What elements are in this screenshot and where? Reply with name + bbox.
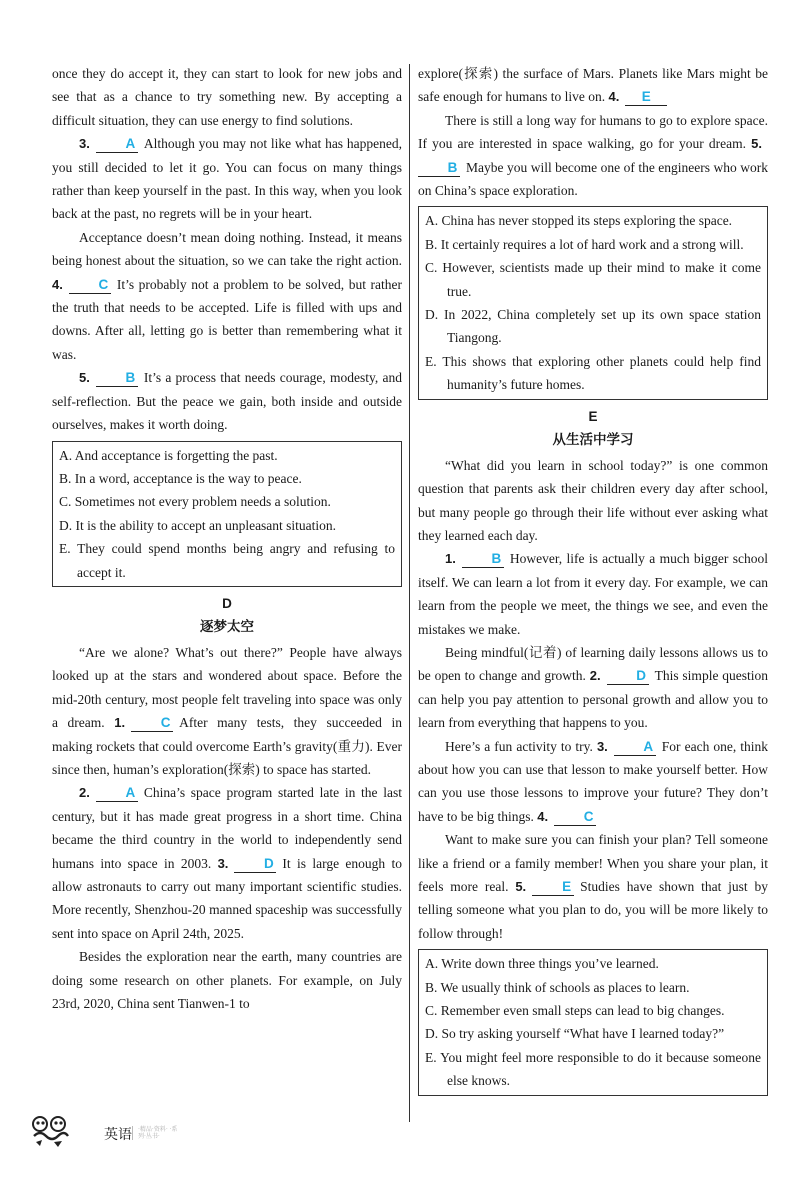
question-number: 4. (52, 276, 63, 292)
answer-blank[interactable]: C (69, 277, 111, 294)
paragraph-text: Want to make sure you can finish your plan? Tell someone like a friend or a family member! When you share your plan, it feels more real. (418, 832, 768, 894)
question-number: 2. (79, 785, 90, 801)
option-d: D. It is the ability to accept an unpleasant situation. (59, 517, 337, 533)
paragraph-text: Maybe you will become one of the engineers who work on China’s space exploration. (418, 159, 768, 199)
answer-blank[interactable]: E (532, 879, 574, 896)
answer-blank[interactable]: E (625, 89, 667, 106)
option-a: A. And acceptance is forgetting the past. (59, 447, 278, 463)
option-b: B. In a word, acceptance is the way to peace. (59, 470, 302, 486)
paragraph-text: Studies have shown that just by telling someone what you plan to do, you will be more likely to follow through! (418, 879, 769, 941)
question-5 (52, 366, 402, 436)
question-4 (52, 226, 402, 366)
answer-blank[interactable]: A (96, 785, 138, 802)
question-number: 3. (596, 738, 608, 754)
question-number: 5. (79, 370, 90, 386)
paragraph-text: It is large enough to allow astronauts to carry out many important scientific studies. More recently, Shenzhou-20 manned spaceship was successfully sent into space on April 24th, 2025. (52, 855, 402, 941)
section-letter: D (222, 595, 232, 611)
options-box (52, 441, 402, 587)
answer-blank[interactable]: A (614, 739, 656, 756)
question-2 (418, 641, 768, 735)
question-5 (418, 109, 768, 203)
option-c: C. However, scientists made up their mind to make it come true. (425, 260, 761, 299)
paragraph-text: For each one, think about how you can use that lesson to make yourself better. How can you use those lessons to improve your future? They don’t have to be big things. (418, 738, 769, 824)
question-1 (418, 547, 768, 641)
paragraph: “What did you learn in school today?” is one common question that parents ask their children every day after school, but many people go through their life without ever asking what they learned each day. (418, 457, 768, 543)
answer-blank[interactable]: A (96, 136, 138, 153)
option-d: D. So try asking yourself “What have I learned today?” (425, 1026, 725, 1042)
question-1 (52, 641, 402, 781)
option-a: A. Write down three things you’ve learned. (425, 956, 659, 972)
question-3 (52, 132, 402, 226)
paragraph-text: However, life is actually a much bigger school itself. We can learn a lot from it every day. For example, we can learn from the people we meet, the things we see, and even the mistakes we make. (418, 551, 768, 637)
option-e: E. This shows that exploring other planets could help find humanity’s future homes. (425, 353, 761, 393)
answer-blank[interactable]: D (607, 668, 649, 685)
paragraph-text: After many tests, they succeeded in making rockets that could overcome Earth’s gravity(重力). Ever since then, human’s exploration(探索) to space has started. (52, 715, 402, 777)
paragraph: once they do accept it, they can start to look for new jobs and see that as a chance to try something new. By accepting a difficult situation, they can use energy to find solutions. (52, 66, 402, 128)
options-box (418, 206, 768, 399)
answer-blank[interactable]: B (418, 160, 460, 177)
paragraph-text: There is still a long way for humans to go to explore space. If you are interested in space walking, go for your dream. (418, 112, 768, 152)
question-number: 5. (751, 136, 763, 152)
question-number: 3. (217, 855, 229, 871)
answer-blank[interactable]: B (96, 370, 138, 387)
question-number: 4. (537, 808, 549, 824)
subject-label: 英语 (104, 1127, 132, 1143)
question-3-4 (418, 735, 768, 829)
paragraph-text: This simple question can help you pay attention to personal growth and allow you to learn from everything that happens to you. (418, 668, 768, 731)
answer-blank[interactable]: B (462, 551, 504, 568)
paragraph-text: China’s space program started late in the last century, but it has made great progress in a short time. China became the third country in the world to independently send humans into space in 2003. (52, 785, 402, 871)
question-4 (418, 62, 768, 109)
question-number: 5. (515, 879, 527, 894)
paragraph-text: Acceptance doesn’t mean doing nothing. Instead, it means being honest about the situation, so we can take the right action. (52, 229, 402, 269)
question-number: 3. (79, 136, 90, 152)
paragraph-text: Although you may not like what has happened, you still decided to let it go. You can focus on many things rather than keep yourself in the past. In this way, when you look back at the past, no regrets will be in your heart. (52, 136, 402, 222)
paragraph-text: explore(探索) the surface of Mars. Planets like Mars might be safe enough for humans to live on. (418, 66, 768, 105)
option-e: E. They could spend months being angry and refusing to accept it. (59, 541, 395, 580)
paragraph-text: It’s probably not a problem to be solved, but rather the truth that needs to be accepted. Life is filled with ups and downs. After all, letting go is better than remembering what it was. (52, 276, 402, 362)
question-number: 4. (608, 89, 620, 105)
answer-blank[interactable]: C (554, 809, 596, 826)
option-d: D. In 2022, China completely set up its own space station Tiangong. (425, 307, 761, 346)
section-title: 逐梦太空 (200, 618, 254, 635)
option-e: E. You might feel more responsible to do it because someone else knows. (425, 1049, 761, 1089)
paragraph-text: Being mindful(记着) of learning daily lessons allows us to be open to change and growth. (418, 644, 768, 684)
footer-tagline (138, 1126, 178, 1140)
left-column (52, 62, 402, 1015)
answer-blank[interactable]: C (131, 715, 173, 732)
question-number: 2. (589, 668, 601, 684)
options-box (418, 949, 768, 1095)
section-title: 从生活中学习 (552, 431, 634, 448)
mascot-logo-icon (28, 1114, 74, 1148)
column-divider (409, 64, 410, 1122)
question-number: 1. (445, 551, 456, 567)
paragraph-text: “Are we alone? What’s out there?” People have always looked up at the stars and wondered about space. Before the mid-20th century, most people felt traveling into space was only a dream. (52, 644, 402, 731)
paragraph-text: Here’s a fun activity to try. (445, 738, 593, 754)
page-footer (28, 1114, 228, 1148)
option-b: B. It certainly requires a lot of hard work and a strong will. (425, 236, 744, 252)
question-5 (418, 828, 768, 945)
question-2-3 (52, 781, 402, 945)
paragraph: Besides the exploration near the earth, many countries are doing some research on other planets. For example, on July 23rd, 2020, China sent Tianwen-1 to (52, 949, 402, 1012)
tagline-text: ·精品·资料· ·系列·丛书· (138, 1126, 178, 1140)
section-letter: E (588, 408, 598, 424)
option-a: A. China has never stopped its steps exploring the space. (425, 213, 733, 229)
option-b: B. We usually think of schools as places to learn. (425, 979, 690, 995)
answer-blank[interactable]: D (234, 856, 276, 873)
option-c: C. Remember even small steps can lead to big changes. (425, 1003, 725, 1019)
option-c: C. Sometimes not every problem needs a solution. (59, 494, 331, 510)
right-column (418, 62, 768, 1102)
question-number: 1. (114, 715, 126, 731)
paragraph-text: It’s a process that needs courage, modesty, and self-reflection. But the peace we gain, both inside and outside ourselves, makes it worth doing. (52, 370, 402, 433)
